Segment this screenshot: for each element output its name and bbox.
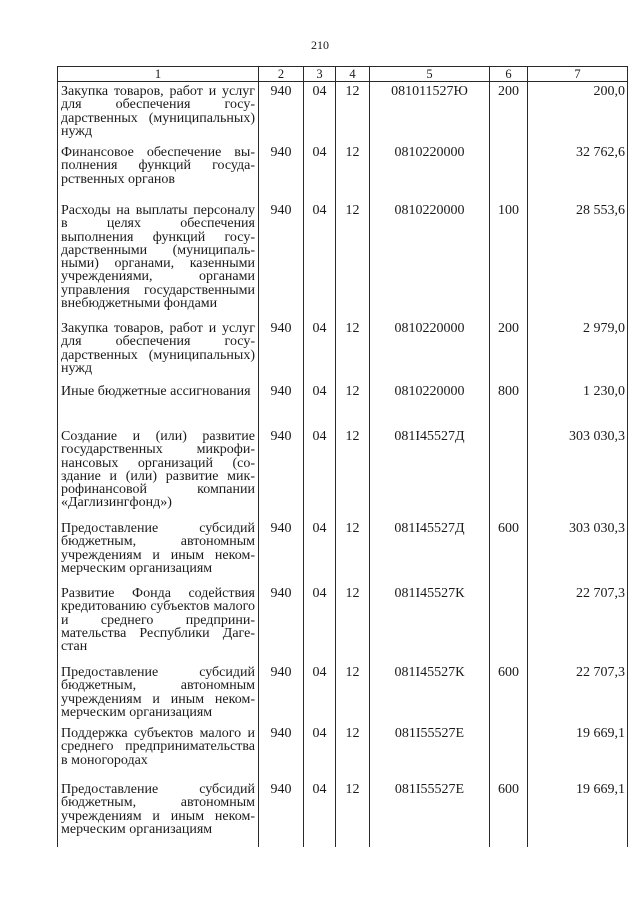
column-header: 2 bbox=[259, 67, 304, 82]
row-rz: 04 bbox=[304, 724, 336, 780]
table-row bbox=[58, 319, 628, 382]
row-sum: 28 553,6 bbox=[528, 201, 628, 319]
row-csr: 0810220000 bbox=[370, 382, 490, 427]
row-gr: 940 bbox=[259, 427, 304, 519]
table-row bbox=[58, 201, 628, 319]
row-gr: 940 bbox=[259, 319, 304, 382]
row-sum: 22 707,3 bbox=[528, 663, 628, 724]
row-vr: 600 bbox=[490, 663, 528, 724]
row-sum: 22 707,3 bbox=[528, 584, 628, 663]
row-vr: 100 bbox=[490, 201, 528, 319]
column-header: 6 bbox=[490, 67, 528, 82]
row-name: Предоставление субсидий бюджетным, автономным учреждениям и иным некоммерческим организациям bbox=[58, 663, 259, 724]
row-csr: 081I55527Е bbox=[370, 780, 490, 847]
row-csr: 081I45527К bbox=[370, 584, 490, 663]
table-row bbox=[58, 82, 628, 144]
column-header: 4 bbox=[336, 67, 370, 82]
row-name: Закупка товаров, работ и услуг для обеспечения государственных (муниципальных) нужд bbox=[58, 82, 259, 144]
row-sum: 303 030,3 bbox=[528, 519, 628, 584]
row-vr bbox=[490, 143, 528, 201]
column-header: 7 bbox=[528, 67, 628, 82]
table-row bbox=[58, 143, 628, 201]
row-sum: 19 669,1 bbox=[528, 780, 628, 847]
table-row bbox=[58, 724, 628, 780]
row-pr: 12 bbox=[336, 724, 370, 780]
row-vr: 600 bbox=[490, 519, 528, 584]
table-row bbox=[58, 519, 628, 584]
row-rz: 04 bbox=[304, 584, 336, 663]
row-name: Развитие Фонда содействия кредитованию субъектов малого и среднего предпринимательства Республики Дагестан bbox=[58, 584, 259, 663]
row-vr: 200 bbox=[490, 82, 528, 144]
row-pr: 12 bbox=[336, 427, 370, 519]
row-name: Предоставление субсидий бюджетным, автономным учреждениям и иным некоммерческим организациям bbox=[58, 780, 259, 847]
row-csr: 0810220000 bbox=[370, 319, 490, 382]
column-header: 1 bbox=[58, 67, 259, 82]
table-row bbox=[58, 584, 628, 663]
row-name: Закупка товаров, работ и услуг для обеспечения государственных (муниципальных) нужд bbox=[58, 319, 259, 382]
row-rz: 04 bbox=[304, 201, 336, 319]
row-rz: 04 bbox=[304, 143, 336, 201]
row-csr: 081I45527Д bbox=[370, 427, 490, 519]
row-rz: 04 bbox=[304, 382, 336, 427]
row-rz: 04 bbox=[304, 519, 336, 584]
table-row bbox=[58, 427, 628, 519]
row-pr: 12 bbox=[336, 663, 370, 724]
row-rz: 04 bbox=[304, 319, 336, 382]
row-csr: 081I45527К bbox=[370, 663, 490, 724]
row-csr: 081I45527Д bbox=[370, 519, 490, 584]
row-gr: 940 bbox=[259, 724, 304, 780]
row-rz: 04 bbox=[304, 780, 336, 847]
row-csr: 0810220000 bbox=[370, 201, 490, 319]
row-gr: 940 bbox=[259, 143, 304, 201]
row-vr: 800 bbox=[490, 382, 528, 427]
row-vr bbox=[490, 724, 528, 780]
page-number: 210 bbox=[311, 38, 329, 52]
row-gr: 940 bbox=[259, 663, 304, 724]
row-name: Расходы на выплаты персоналу в целях обеспечения выполнения функций государственными (муниципальными) органами, казенными учреждениями, органами управления государственными внебюджетными фондами bbox=[58, 201, 259, 319]
row-csr: 081011527Ю bbox=[370, 82, 490, 144]
row-sum: 200,0 bbox=[528, 82, 628, 144]
row-csr: 081I55527Е bbox=[370, 724, 490, 780]
row-pr: 12 bbox=[336, 319, 370, 382]
row-pr: 12 bbox=[336, 584, 370, 663]
row-gr: 940 bbox=[259, 201, 304, 319]
column-header: 5 bbox=[370, 67, 490, 82]
row-sum: 19 669,1 bbox=[528, 724, 628, 780]
row-sum: 303 030,3 bbox=[528, 427, 628, 519]
column-header: 3 bbox=[304, 67, 336, 82]
row-pr: 12 bbox=[336, 382, 370, 427]
row-gr: 940 bbox=[259, 519, 304, 584]
table-row bbox=[58, 382, 628, 427]
row-vr: 200 bbox=[490, 319, 528, 382]
row-name: Поддержка субъектов малого и среднего предпринимательства в моногородах bbox=[58, 724, 259, 780]
table-row bbox=[58, 663, 628, 724]
row-sum: 1 230,0 bbox=[528, 382, 628, 427]
row-pr: 12 bbox=[336, 780, 370, 847]
row-vr bbox=[490, 584, 528, 663]
row-gr: 940 bbox=[259, 780, 304, 847]
row-name: Иные бюджетные ассигнования bbox=[58, 382, 259, 427]
row-gr: 940 bbox=[259, 584, 304, 663]
row-pr: 12 bbox=[336, 82, 370, 144]
row-sum: 2 979,0 bbox=[528, 319, 628, 382]
row-pr: 12 bbox=[336, 519, 370, 584]
row-vr bbox=[490, 427, 528, 519]
row-vr: 600 bbox=[490, 780, 528, 847]
row-rz: 04 bbox=[304, 82, 336, 144]
row-pr: 12 bbox=[336, 143, 370, 201]
row-name: Создание и (или) развитие государственных микрофинансовых организаций (создание и (или) развитие микрофинансовой компании «Даглизингфонд») bbox=[58, 427, 259, 519]
row-gr: 940 bbox=[259, 382, 304, 427]
row-name: Финансовое обеспечение выполнения функций государственных органов bbox=[58, 143, 259, 201]
table-row bbox=[58, 780, 628, 847]
row-name: Предоставление субсидий бюджетным, автономным учреждениям и иным некоммерческим организациям bbox=[58, 519, 259, 584]
row-rz: 04 bbox=[304, 663, 336, 724]
row-csr: 0810220000 bbox=[370, 143, 490, 201]
row-rz: 04 bbox=[304, 427, 336, 519]
row-sum: 32 762,6 bbox=[528, 143, 628, 201]
row-gr: 940 bbox=[259, 82, 304, 144]
row-pr: 12 bbox=[336, 201, 370, 319]
budget-table bbox=[57, 66, 628, 847]
table-header-row bbox=[58, 67, 628, 82]
